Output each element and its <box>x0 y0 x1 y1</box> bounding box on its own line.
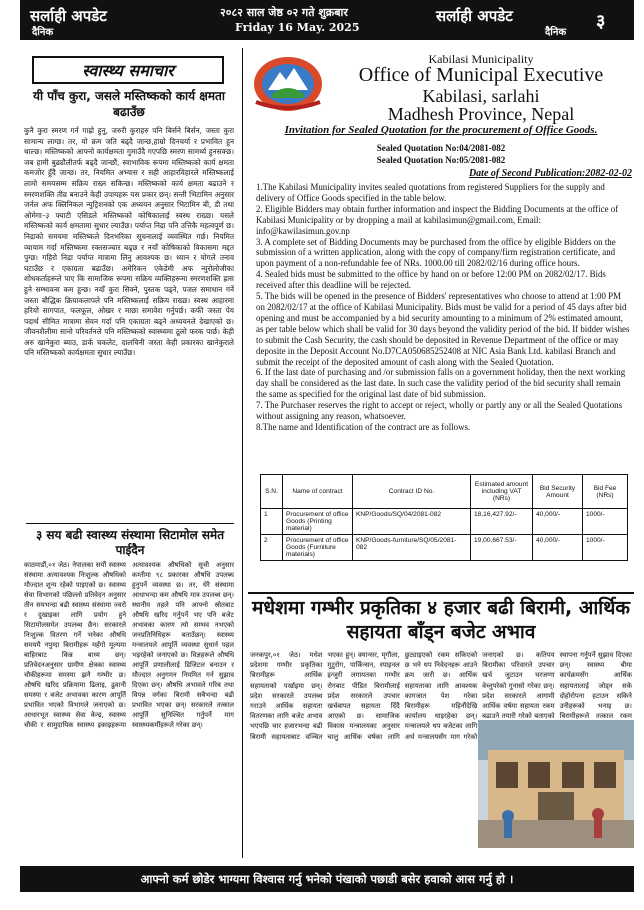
notice-paragraph-5: 5. The bids will be opened in the presence of Bidders' representatives who choose to attend at 1:00 PM on 2082/02/17 at the office of Kabilasi Municipality. Bids must be valid for a period of 45 days after bid opening and must be accompanied by a bid security amounting to a minimum of 2% estimated amount, as per table below which shall be valid for 30 days beyond the validity period of the bid. If bidder wishes to submit the Cash Security, the cash should be deposited in Revenue Department of the office or may deposite in the Deposit Account No.D7CA050685252408 at NIC Asia Bank Ltd. kabilasi Branch and submit the receipt of the deposited amount of cash along with the Sealed Quotation. <box>256 291 630 367</box>
notice-paragraph-1: 1.The Kabilasi Municipality invites sealed quotations from registered Suppliers for the supply and delivery of Office Goods specified in the table below. <box>256 182 605 203</box>
notice-paragraph-7: 7. The Purchaser reserves the right to accept or reject, wholly or partly any or all the Sealed Quotations without assigning any reason, whatsoever. <box>256 400 623 422</box>
table-cell: Procurement of office Goods (Printing material) <box>283 509 353 535</box>
notice-paragraph-6: 6. If the last date of purchasing and /or submission falls on a government holiday, then the next working day shall be considered as the last date. In such case the validity period of the bid security shall remain the same as specified for the original last date of bid submission. <box>256 367 626 400</box>
office-place: Kabilasi, sarlahi <box>422 86 540 106</box>
table-header-row <box>261 475 628 509</box>
health-banner: स्वास्थ्य समाचार <box>32 56 224 84</box>
municipality-name: Kabilasi Municipality <box>428 52 534 66</box>
madhesh-headline: मधेशमा गम्भीर प्रकृतिका ४ हजार बढी बिरामी, आर्थिक सहायता बाँड्न बजेट अभाव <box>248 592 634 644</box>
health-headline: यी पाँच कुरा, जसले मस्तिष्कको कार्य क्षमता बढाउँछ <box>33 89 225 119</box>
edition-right: दैनिक <box>545 27 567 38</box>
notice-paragraph-2: 2. Eligible Bidders may obtain further information and inspect the Bidding Documents at the office of Kabilasi Municipality or by dropping a mail at kabilasimun@gmail.com, Email: info@kawilasimun.gov.np <box>256 203 619 236</box>
madhesh-article <box>248 590 634 858</box>
table-cell: 40,000/- <box>533 509 583 535</box>
paper-name-right: सर्लाही अपडेट <box>436 7 513 25</box>
quotation-number-1: Sealed Quotation No:04/2081-082 <box>376 143 506 153</box>
table-cell: 1000/- <box>583 509 628 535</box>
column-divider <box>242 48 243 858</box>
notice-paragraph-8: 8.The name and Identification of the contract are as follows. <box>256 421 471 432</box>
left-column <box>20 48 238 858</box>
table-header: Contract ID No. <box>353 475 471 509</box>
office-building-photo <box>478 720 634 848</box>
table-header: S.N. <box>261 475 283 509</box>
table-cell: KNP/Goods-furniture/SQ/05/2081-082 <box>353 535 471 561</box>
table-header: Estimated amount including VAT (NRs) <box>471 475 533 509</box>
office-name: Office of Municipal Executive <box>358 64 604 86</box>
contract-table <box>260 474 628 561</box>
table-cell: 19,00,667.53/- <box>471 535 533 561</box>
paracetamol-article-body: काठमाडौं,०१ जेठ। नेपालका सयौं स्वास्थ्य संस्थामा अत्यावश्यक निःशुल्क औषधिको मौज्दात शून्य रहेको पाइएको छ। स्वास्थ्य सेवा विभागको पछिल्लो प्रतिवेदन अनुसार तीन सयभन्दा बढी स्वास्थ्य संस्थामा ज्वरो र दुखाइका लागि प्रयोग हुने सिटामोलसमेत उपलब्ध छैन। सरकारले निःशुल्क वितरण गर्ने भनेका औषधि समयमै नपुग्दा बिरामीहरू महँगो मूल्यमा बाहिरबाट किन्न बाध्य छन्। प्रतिवेदनअनुसार ग्रामीण क्षेत्रका स्वास्थ्य चौकीहरूमा समस्या झनै गम्भीर छ। औषधि खरिद प्रक्रियामा ढिलाइ, ढुवानी समस्या र बजेट अभावका कारण आपूर्ति प्रभावित भएको विभागले जनाएको छ। आधारभूत स्वास्थ्य सेवा केन्द्र, स्वास्थ्य चौकी र सामुदायिक स्वास्थ्य इकाइहरूमा अत्यावश्यक औषधिको सूची अनुसार कम्तीमा ९८ प्रकारका औषधि उपलब्ध हुनुपर्ने व्यवस्था छ। तर, धेरै संस्थामा आधाभन्दा कम औषधि मात्र उपलब्ध छन्। स्थानीय तहले पनि आफ्नो स्रोतबाट औषधि खरिद गर्नुपर्ने भए पनि बजेट अभावका कारण त्यो सम्भव नभएको जनप्रतिनिधिहरू बताउँछन्। स्वास्थ्य मन्त्रालयले आपूर्ति व्यवस्था सुधार्न पहल भइरहेको जनाएको छ। विज्ञहरूले औषधि आपूर्ति प्रणालीलाई डिजिटल बनाउन र मौज्दात अनुगमन नियमित गर्न सुझाव दिएका छन्। औषधि अभावले गरिब तथा विपन्न वर्गका बिरामी सबैभन्दा बढी प्रभावित भएका छन्। सरकारले तत्काल आपूर्ति सुनिश्चित गर्नुपर्ने माग स्वास्थ्यकर्मीहरूले गरेका छन्। <box>24 561 234 729</box>
table-cell: 1 <box>261 509 283 535</box>
sealed-quotation-notice <box>248 50 634 588</box>
table-header: Name of contract <box>283 475 353 509</box>
table-cell: 18,16,427.92/- <box>471 509 533 535</box>
table-row <box>261 509 628 535</box>
madhesh-article-body: जनकपुर,०१ जेठ। मधेश प्रदेशमा गम्भीर प्रकृतिका बिरामीहरू आर्थिक सहायताको पर्खाइमा छन्। प्रदेश सरकारले उपलब्ध गराउने आर्थिक सहायता वितरणका लागि बजेट अभाव भएपछि चार हजारभन्दा बढी बिरामी सहायताबाट वञ्चित भएका हुन्। क्यान्सर, मृगौला, मुटुरोग, पार्किन्सन, स्पाइनल इन्जुरी लगायतका गम्भीर रोगबाट पीडित बिरामीलाई प्रदेश सरकारले उपचार खर्चबापत सहायता दिँदै आएको छ। सामाजिक विकास मन्त्रालयका अनुसार चालु आर्थिक वर्षका लागि छुट्याइएको रकम सकिएको छ भने थप निवेदनहरू आउने क्रम जारी छ। आर्थिक सहायताका लागि आवश्यक कागजात पेश गरेका बिरामीहरू महिनौंदेखि कार्यालय धाइरहेका छन्। मन्त्रालयले थप बजेटका लागि अर्थ मन्त्रालयसँग माग गरेको जनाएको छ। कतिपय बिरामीका परिवारले उपचार खर्च जुटाउन घरजग्गा बेच्नुपरेको गुनासो गरेका छन्। प्रदेश सरकारले आगामी आर्थिक वर्षमा सहायता रकम बढाउने तयारी गरेको बताएको स्थापना गर्नुपर्ने सुझाव दिएका छन्। स्वास्थ्य बीमा कार्यक्रमसँग आर्थिक सहायतालाई जोड्न सके दोहोरोपना हटाउन सकिने उनीहरूको भनाइ छ। बिरामीहरूले तत्काल रकम <box>250 651 632 741</box>
office-province: Madhesh Province, Nepal <box>387 104 575 124</box>
edition-left: दैनिक <box>32 27 54 38</box>
notice-paragraph-3: 3. A complete set of Bidding Documents may be purchased from the office by eligible Bidders on the submission of a written application, along with the copy of company/firm registration certificate, and upon payment of a non-refundable fee of NRs. 1000.00 till 2082/02/16 during office hours. <box>256 236 616 269</box>
table-cell: KNP/Goods/SQ/04/2081-082 <box>353 509 471 535</box>
paracetamol-headline: ३ सय बढी स्वास्थ्य संस्थामा सिटामोल समेत पाईदैन <box>26 523 234 558</box>
nepali-date: २०८२ साल जेष्ठ ०२ गते शुक्रबार <box>220 6 348 19</box>
health-article-body: कुनै कुरा स्मरण गर्न गाह्रो हुनु, जरुरी कुराहरु पनि बिर्सने बिर्सन, जस्ता कुरा सामान्य लाग्छ। तर, यो क्रम जति बढ्दै जान्छ,हाम्रो दिनचर्या र प्रभावित हुन थाल्छ। मस्तिष्कको आफ्नो कार्यक्षमता गुमाउँदै गएपछि स्मरण सामर्थ्य हुनसक्छ। जब हामी बुढ्यौलीतर्फ बढ्दै जान्छौं, स्वाभाविक रूपमा मस्तिष्कको कार्य क्षमता कमजोर हुँदै जान्छ। तर, नियमित अभ्यास र सही आहारविहारले मस्तिष्कलाई लामो समयसम्म सक्रिय राख्न सकिन्छ। मस्तिष्कको कार्य क्षमता बढाउने र स्मरणशक्ति तीव्र बनाउने केही उपायहरू यस प्रकार छन्। सन्ती भिटामिन अनुसार जर्नल अफ क्लिनिकल न्युट्रिशनको एक अध्ययन अनुसार भिटामिन बी, डी तथा ओमेगा–३ फ्याटी एसिडले मस्तिष्कको कोषिकालाई स्वस्थ राख्छ। यसले मस्तिष्कको कार्य क्षमतामा सुधार ल्याउँछ। पर्याप्त निद्रा पनि उत्तिकै महत्वपूर्ण छ। निद्राको समयमा मस्तिष्कले दिनभरिका सूचनालाई व्यवस्थित गर्छ। नियमित व्यायाम गर्दा मस्तिष्कमा रक्तसञ्चार बढ्छ र नयाँ कोषिकाको विकासमा मद्दत पुग्छ। गहिरो निद्रा पर्याप्त मात्रामा लिनु आवश्यक छ। ध्यान र योगले तनाव घटाउँछ र एकाग्रता बढाउँछ। अमेरिकन एकेडेमी अफ न्युरोलोजीका शोधकर्ताहरूले पाए कि सामाजिक रूपमा सक्रिय व्यक्तिहरूमा स्मरणशक्ति ह्रास हुने सम्भावना कम हुन्छ। नयाँ कुरा सिक्ने, पुस्तक पढ्ने, पजल समाधान गर्ने जस्ता बौद्धिक क्रियाकलापले पनि मस्तिष्कलाई सक्रिय राख्छ। स्वस्थ आहारमा हरियो सागपात, फलफूल, ओखर र माछा समावेश गर्नुपर्छ। कफी जस्ता पेय पदार्थ सीमित मात्रामा सेवन गर्दा पनि एकाग्रता बढ्ने अध्ययनले देखाएको छ। जीवनशैलीमा सानो परिवर्तनले पनि मस्तिष्कको स्वास्थ्यमा ठूलो फरक पार्छ। केही अरु खानेकुरा ब्याउ, डार्क चकलेट, दालचिनी जस्ता केही प्रकारका खानेकुराले पनि मस्तिष्कको कार्यक्षमता सुधार ल्याउँछ। <box>24 126 234 358</box>
notice-paragraph-4: 4. Sealed bids must be submitted to the office by hand on or before 12:00 PM on 2082/02/17. Bids received after this deadline will be rejected. <box>256 269 606 291</box>
table-row <box>261 535 628 561</box>
paper-name-left: सर्लाही अपडेट <box>30 7 107 25</box>
invitation-title: Invitation for Sealed Quotation for the procurement of Office Goods. <box>284 124 598 136</box>
table-cell: 2 <box>261 535 283 561</box>
quotation-number-2: Sealed Quotation No:05/2081-082 <box>376 155 506 165</box>
nepal-emblem-icon <box>252 54 324 112</box>
footer-slogan: आफ्नो कर्म छोडेर भाग्यमा विश्वास गर्नु भनेको पंखाको पछाडी बसेर हवाको आस गर्नु हो । <box>20 866 634 892</box>
table-cell: Procurement of office Goods (Furniture materials) <box>283 535 353 561</box>
english-date: Friday 16 May. 2025 <box>235 21 360 34</box>
notice-body <box>256 182 632 433</box>
table-header: Bid Security Amount <box>533 475 583 509</box>
quotation-numbers <box>248 142 634 166</box>
table-cell: 1000/- <box>583 535 628 561</box>
second-publication-date: Date of Second Publication:2082-02-02 <box>468 168 632 179</box>
table-cell: 40,000/- <box>533 535 583 561</box>
table-header: Bid Fee (NRs) <box>583 475 628 509</box>
page-number: ३ <box>596 11 606 32</box>
newspaper-page <box>20 0 634 910</box>
page-header <box>20 0 634 40</box>
